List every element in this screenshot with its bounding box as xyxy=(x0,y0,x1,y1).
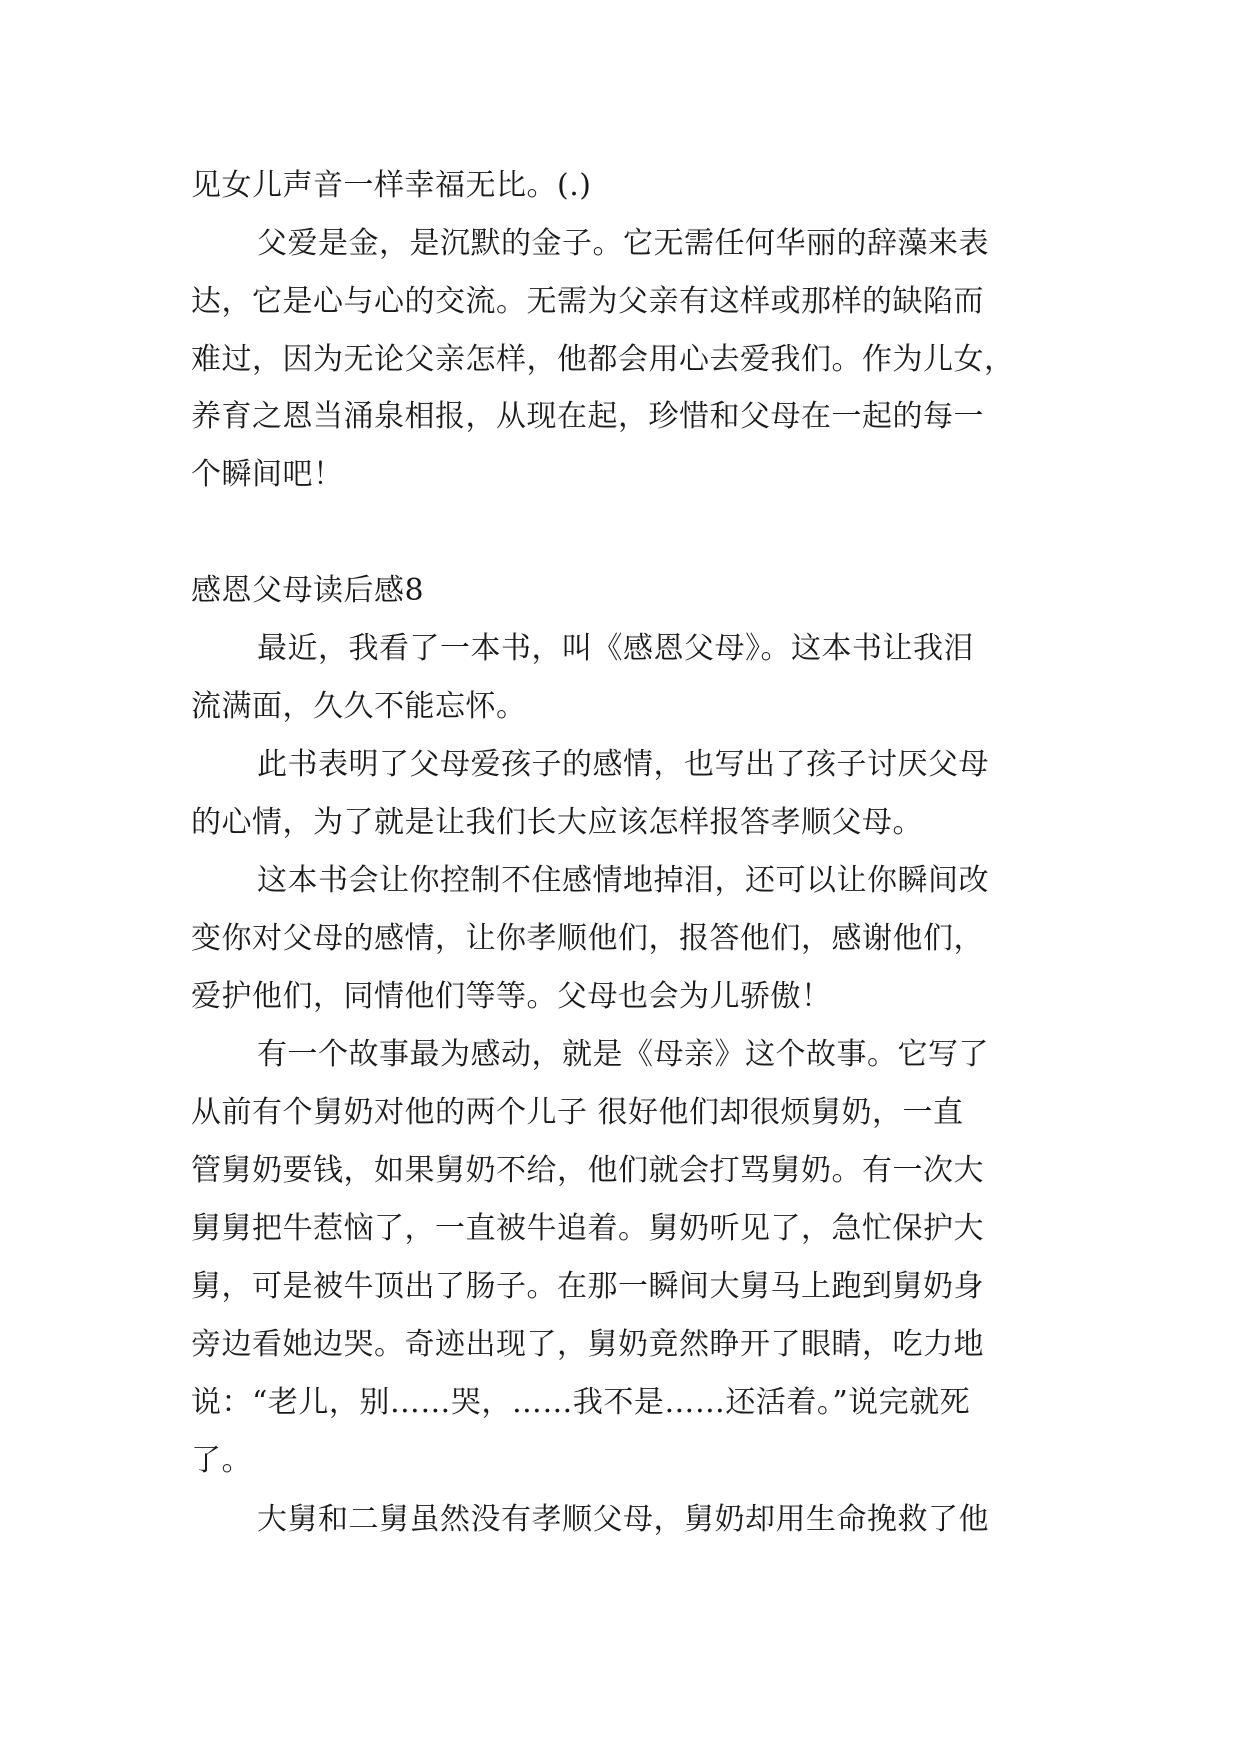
paragraph-line: 流满面，久久不能忘怀。 xyxy=(191,689,527,724)
paragraph-line: 父爱是金，是沉默的金子。它无需任何华丽的辞藻来表 xyxy=(257,226,989,261)
paragraph-line: 大舅和二舅虽然没有孝顺父母，舅奶却用生命挽救了他 xyxy=(257,1502,989,1537)
paragraph-line: 最近，我看了一本书，叫《感恩父母》。这本书让我泪 xyxy=(257,631,974,666)
paragraph-line: 养育之恩当涌泉相报，从现在起，珍惜和父母在一起的每一 xyxy=(191,399,984,434)
paragraph-line: 说：“老儿，别……哭，……我不是……还活着。”说完就死 xyxy=(191,1385,971,1420)
paragraph-line: 达，它是心与心的交流。无需为父亲有这样或那样的缺陷而 xyxy=(191,284,984,319)
paragraph-line: 管舅奶要钱，如果舅奶不给，他们就会打骂舅奶。有一次大 xyxy=(191,1153,984,1188)
paragraph-line: 旁边看她边哭。奇迹出现了，舅奶竟然睁开了眼睛，吃力地 xyxy=(191,1327,984,1362)
paragraph-line: 舅，可是被牛顶出了肠子。在那一瞬间大舅马上跑到舅奶身 xyxy=(191,1269,984,1304)
paragraph-line: 此书表明了父母爱孩子的感情，也写出了孩子讨厌父母 xyxy=(257,747,989,782)
paragraph-line: 舅舅把牛惹恼了，一直被牛追着。舅奶听见了，急忙保护大 xyxy=(191,1211,984,1246)
paragraph-line: 变你对父母的感情，让你孝顺他们，报答他们，感谢他们， xyxy=(191,921,984,956)
paragraph-line: 见女儿声音一样幸福无比。(.) xyxy=(191,168,592,203)
section-heading: 感恩父母读后感8 xyxy=(191,573,425,608)
paragraph-line: 了。 xyxy=(191,1443,252,1478)
paragraph-line: 个瞬间吧！ xyxy=(191,457,344,492)
paragraph-line: 的心情，为了就是让我们长大应该怎样报答孝顺父母。 xyxy=(191,805,923,840)
paragraph-line: 从前有个舅奶对他的两个儿子 很好他们却很烦舅奶，一直 xyxy=(191,1095,964,1130)
paragraph-line: 爱护他们，同情他们等等。父母也会为儿骄傲！ xyxy=(191,979,832,1014)
paragraph-line: 这本书会让你控制不住感情地掉泪，还可以让你瞬间改 xyxy=(257,863,989,898)
paragraph-line: 有一个故事最为感动，就是《母亲》这个故事。它写了 xyxy=(257,1037,989,1072)
paragraph-line: 难过，因为无论父亲怎样，他都会用心去爱我们。作为儿女， xyxy=(191,342,1015,377)
